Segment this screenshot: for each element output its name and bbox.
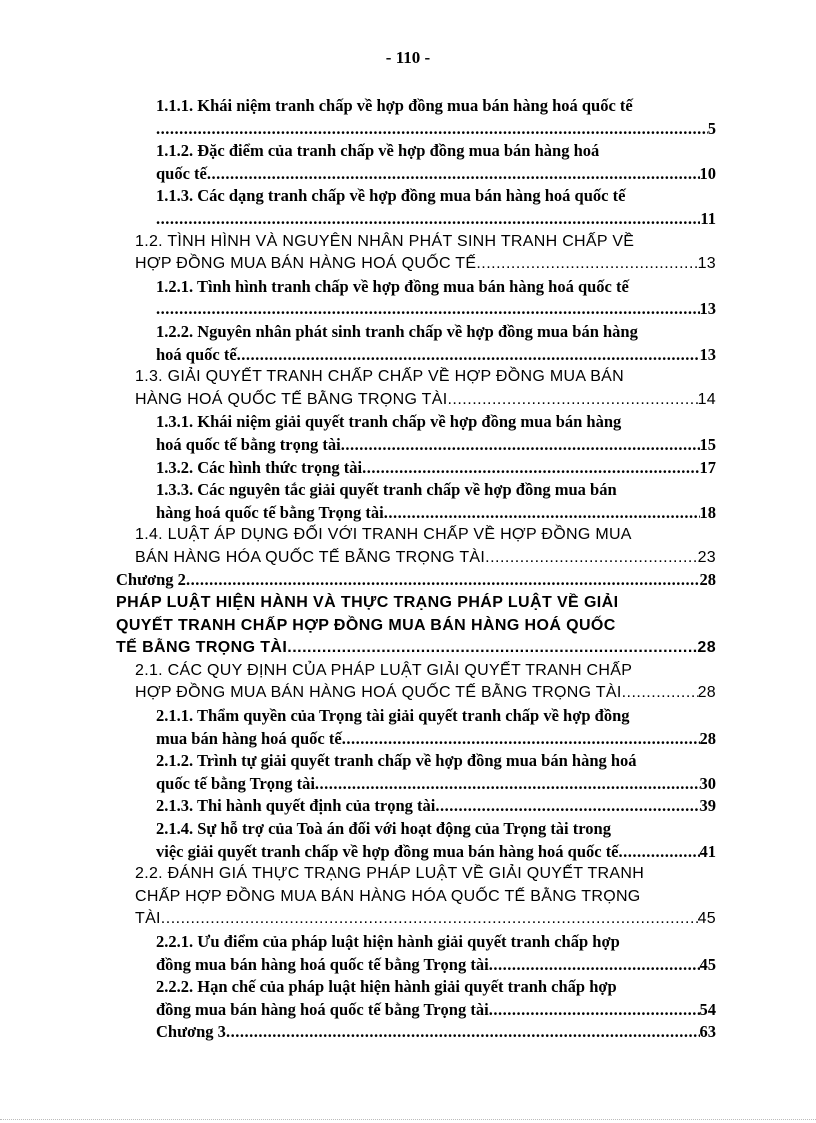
toc-entry-text: 1.1.3. Các dạng tranh chấp về hợp đồng mua bán hàng hoá quốc tế [156,186,626,206]
dot-leader [156,208,700,231]
toc-entry[interactable] [116,863,716,931]
toc-entry[interactable] [116,411,716,456]
toc-entry-text: 1.2.1. Tình hình tranh chấp về hợp đồng mua bán hàng hoá quốc tế [156,276,629,296]
dot-leader [186,569,700,592]
toc-page-number: 45 [697,910,716,928]
toc-entry[interactable] [116,231,716,276]
toc-entry-text: 2.1.1. Thẩm quyền của Trọng tài giải quyết tranh chấp về hợp đồng [156,706,630,726]
toc-entry-text: BÁN HÀNG HÓA QUỐC TẾ BẰNG TRỌNG TÀI [135,548,486,566]
dot-leader [156,298,700,321]
toc-entry-text: 2.1.3. Thi hành quyết định của trọng tài [156,796,436,816]
toc-entry-text: quốc tế bằng Trọng tài [156,773,315,793]
table-of-contents [116,95,716,1044]
dot-leader [226,1021,700,1044]
toc-entry-text: đồng mua bán hàng hoá quốc tế bằng Trọng tài [156,999,489,1019]
toc-page-number: 11 [700,208,716,228]
dot-leader [207,163,700,186]
toc-entry[interactable] [116,818,716,863]
dot-leader [315,773,700,796]
toc-entry-text: 2.2.1. Ưu điểm của pháp luật hiện hành giải quyết tranh chấp hợp [156,931,620,951]
dot-leader [341,434,700,457]
toc-entry[interactable] [116,569,716,592]
toc-page-number: 54 [699,999,716,1019]
toc-entry-text: HỢP ĐỒNG MUA BÁN HÀNG HOÁ QUỐC TẾ BẰNG TRỌNG TÀI [135,684,622,702]
toc-entry-text: đồng mua bán hàng hoá quốc tế bằng Trọng tài [156,954,489,974]
toc-entry[interactable] [116,457,716,480]
toc-entry-text: 2.1. CÁC QUY ĐỊNH CỦA PHÁP LUẬT GIẢI QUYẾT TRANH CHẤP [135,661,633,679]
dot-leader [342,728,700,751]
toc-page-number: 28 [699,570,716,590]
toc-page-number: 28 [697,639,716,657]
toc-entry[interactable] [116,931,716,976]
toc-page-number: 5 [707,118,716,138]
toc-page-number: 45 [699,954,716,974]
toc-entry-text: 1.2.2. Nguyên nhân phát sinh tranh chấp về hợp đồng mua bán hàng [156,321,638,341]
toc-entry[interactable] [116,795,716,818]
dot-leader [489,999,700,1022]
toc-entry-text: 1.2. TÌNH HÌNH VÀ NGUYÊN NHÂN PHÁT SINH TRANH CHẤP VỀ [135,232,635,250]
toc-entry[interactable] [116,592,716,660]
toc-page-number: 23 [697,548,716,566]
toc-entry-text: việc giải quyết tranh chấp về hợp đồng mua bán hàng hoá quốc tế [156,841,619,861]
toc-entry-text: 2.1.4. Sự hỗ trợ của Toà án đối với hoạt động của Trọng tài trong [156,819,611,838]
dot-leader [485,547,697,570]
toc-entry[interactable] [116,185,716,230]
toc-page-number: 28 [697,684,716,702]
dot-leader [476,253,697,276]
toc-page-number: 41 [699,841,716,861]
toc-entry-text: 1.3.2. Các hình thức trọng tài [156,457,363,477]
toc-entry[interactable] [116,140,716,185]
toc-page-number: 18 [699,502,716,522]
toc-page-number: 28 [699,728,716,748]
dot-leader [384,502,700,525]
toc-entry-text: TẾ BẰNG TRỌNG TÀI [116,639,288,657]
dot-leader [156,118,708,141]
toc-page-number: 13 [699,299,716,319]
toc-page-number: 10 [699,163,716,183]
toc-entry-text: TÀI [135,910,161,928]
dot-leader [161,908,698,931]
dot-leader [237,344,700,367]
toc-entry-text: 1.1.1. Khái niệm tranh chấp về hợp đồng mua bán hàng hoá quốc tế [156,96,633,115]
toc-entry-text: hàng hoá quốc tế bằng Trọng tài [156,502,384,522]
toc-page-number: 15 [699,434,716,454]
toc-entry[interactable] [116,976,716,1021]
toc-entry-text: PHÁP LUẬT HIỆN HÀNH VÀ THỰC TRẠNG PHÁP LUẬT VỀ GIẢI [116,594,619,612]
toc-entry-text: 2.1.2. Trình tự giải quyết tranh chấp về hợp đồng mua bán hàng hoá [156,751,637,771]
toc-entry-text: hoá quốc tế bằng trọng tài [156,434,341,454]
toc-entry[interactable] [116,1021,716,1044]
toc-entry-text: 1.3. GIẢI QUYẾT TRANH CHẤP CHẤP VỀ HỢP ĐỒNG MUA BÁN [135,368,624,386]
toc-entry-text: 1.3.1. Khái niệm giải quyết tranh chấp về hợp đồng mua bán hàng [156,412,622,432]
toc-entry-text: Chương 2 [116,570,186,590]
toc-entry-text: QUYẾT TRANH CHẤP HỢP ĐỒNG MUA BÁN HÀNG HOÁ QUỐC [116,616,616,634]
toc-entry-text: 1.4. LUẬT ÁP DỤNG ĐỐI VỚI TRANH CHẤP VỀ HỢP ĐỒNG MUA [135,526,632,544]
toc-entry[interactable] [116,660,716,705]
toc-page-number: 17 [699,457,716,477]
toc-page-number: 13 [699,344,716,364]
toc-entry-text: mua bán hàng hoá quốc tế [156,728,342,748]
toc-entry-text: CHẤP HỢP ĐỒNG MUA BÁN HÀNG HÓA QUỐC TẾ BẰNG TRỌNG [135,887,641,905]
toc-entry[interactable] [116,750,716,795]
dot-leader [447,389,697,412]
dot-leader [622,682,698,705]
toc-entry-text: 2.2.2. Hạn chế của pháp luật hiện hành giải quyết tranh chấp hợp [156,977,617,997]
toc-page-number: 13 [697,255,716,273]
toc-entry[interactable] [116,524,716,569]
toc-entry[interactable] [116,321,716,366]
dot-leader [435,795,699,818]
toc-entry[interactable] [116,366,716,411]
toc-entry-text: Chương 3 [156,1022,226,1042]
toc-entry[interactable] [116,95,716,140]
toc-entry[interactable] [116,479,716,524]
toc-entry-text: 1.3.3. Các nguyên tắc giải quyết tranh chấp về hợp đồng mua bán [156,480,617,500]
dot-leader [489,954,700,977]
toc-entry-text: HÀNG HOÁ QUỐC TẾ BẰNG TRỌNG TÀI [135,390,448,408]
toc-entry-text: hoá quốc tế [156,344,237,364]
toc-entry-text: quốc tế [156,163,207,183]
toc-page-number: 14 [697,390,716,408]
page-number: - 110 - [385,48,431,67]
dot-leader [362,457,699,480]
toc-entry-text: HỢP ĐỒNG MUA BÁN HÀNG HOÁ QUỐC TẾ [135,255,477,273]
toc-page-number: 63 [699,1022,716,1042]
dot-leader [287,637,697,660]
toc-entry[interactable] [116,276,716,321]
toc-page-number: 39 [699,796,716,816]
toc-entry-text: 1.1.2. Đặc điểm của tranh chấp về hợp đồng mua bán hàng hoá [156,141,600,161]
toc-entry[interactable] [116,705,716,750]
footer-divider [0,1119,816,1123]
dot-leader [619,841,700,864]
toc-page-number: 30 [699,773,716,793]
toc-entry-text: 2.2. ĐÁNH GIÁ THỰC TRẠNG PHÁP LUẬT VỀ GIẢI QUYẾT TRANH [135,865,645,883]
